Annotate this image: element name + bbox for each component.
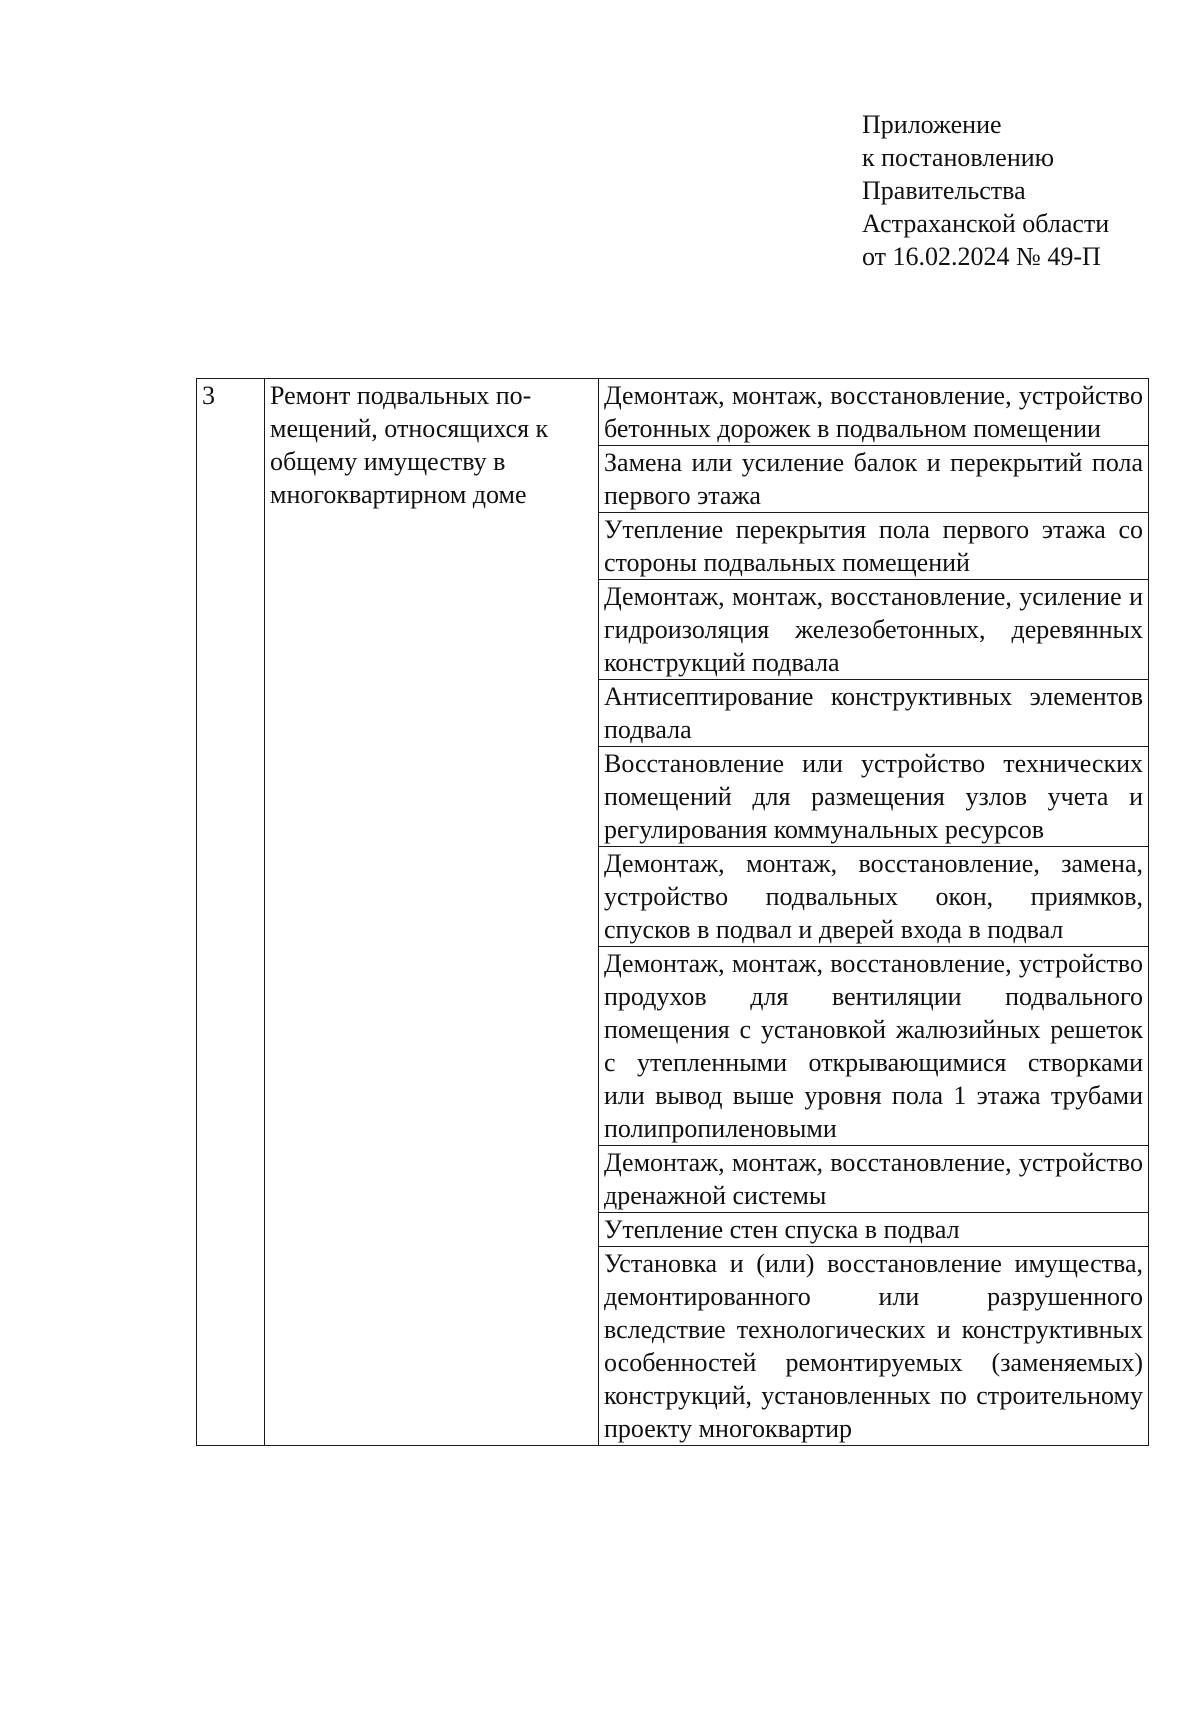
section-name-cell: Ремонт подвальных помещений, относящихся к общему имуществу в многоквартирном доме xyxy=(265,379,599,1446)
appendix-line: от 16.02.2024 № 49-П xyxy=(862,242,1101,271)
work-item-cell: Антисептирование конструктивных элементов подвала xyxy=(599,680,1149,747)
works-table xyxy=(196,378,1149,1446)
row-number-cell: 3 xyxy=(197,379,265,1446)
work-item-cell: Демонтаж, монтаж, восстановление, усиление и гидроизоляция железобетонных, деревянных конструкций подвала xyxy=(599,580,1149,680)
work-item-cell: Демонтаж, монтаж, восстановление, замена, устройство подвальных окон, приямков, спусков в подвал и дверей входа в подвал xyxy=(599,847,1149,947)
appendix-line: Астраханской области xyxy=(862,209,1110,238)
appendix-header xyxy=(862,108,1182,273)
table-row xyxy=(197,379,1149,446)
work-item-cell: Восстановление или устройство технических помещений для размещения узлов учета и регулирования коммунальных ресурсов xyxy=(599,747,1149,847)
work-item-cell: Демонтаж, монтаж, восстановление, устройство продухов для вентиляции подвального помещения с установкой жалюзийных решеток с утепленными открывающимися створками или вывод выше уровня пола 1 этажа трубами полипропиленовыми xyxy=(599,947,1149,1146)
appendix-line: Приложение xyxy=(862,110,1002,139)
work-item-cell: Установка и (или) восстановление имущества, демонтированного или разрушенного вследствие технологических и конструктивных особенностей ремонтируемых (заменяемых) конструкций, установленных по строительному проекту многоквартир xyxy=(599,1247,1149,1446)
work-item-cell: Утепление перекрытия пола первого этажа со стороны подвальных помещений xyxy=(599,513,1149,580)
work-item-cell: Замена или усиление балок и перекрытий пола первого этажа xyxy=(599,446,1149,513)
appendix-line: к постановлению xyxy=(862,143,1055,172)
work-item-cell: Утепление стен спуска в подвал xyxy=(599,1213,1149,1247)
work-item-cell: Демонтаж, монтаж, восстановление, устройство бетонных дорожек в подвальном помещении xyxy=(599,379,1149,446)
work-item-cell: Демонтаж, монтаж, восстановление, устройство дренажной системы xyxy=(599,1146,1149,1213)
appendix-line: Правительства xyxy=(862,176,1026,205)
